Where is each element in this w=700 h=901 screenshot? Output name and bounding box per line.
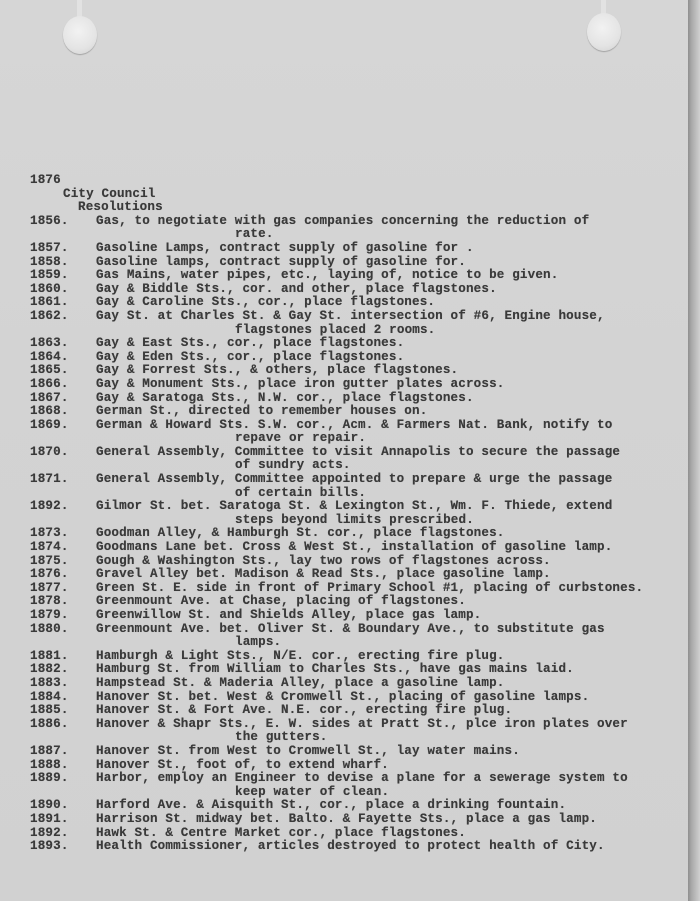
resolution-text: Gay & Eden Sts., cor., place flagstones. (96, 349, 405, 364)
resolution-number: 1887. (30, 743, 69, 758)
resolution-entry (30, 337, 680, 351)
resolution-text-continuation: of sundry acts. (235, 458, 351, 473)
resolution-number: 1888. (30, 757, 69, 772)
resolution-text: Hampstead St. & Maderia Alley, place a gasoline lamp. (96, 675, 505, 690)
resolution-number: 1877. (30, 580, 69, 595)
resolution-text-continuation: repave or repair. (235, 431, 367, 446)
resolution-entry (30, 623, 680, 637)
resolution-entry (30, 364, 680, 378)
resolution-number: 1880. (30, 621, 69, 636)
resolution-entry (30, 745, 680, 759)
resolution-text: Goodman Alley, & Hamburgh St. cor., place flagstones. (96, 526, 505, 541)
resolution-entry (30, 840, 680, 854)
resolution-number: 1892. (30, 499, 69, 514)
resolution-number: 1860. (30, 281, 69, 296)
header-section: City Council (63, 186, 156, 201)
resolution-text: Gas, to negotiate with gas companies concerning the reduction of (96, 213, 590, 228)
resolution-entry (30, 378, 680, 392)
resolution-entry (30, 242, 680, 256)
resolution-number: 1892. (30, 825, 69, 840)
resolution-text-continuation: the gutters. (235, 730, 328, 745)
resolution-entry (30, 677, 680, 691)
resolution-text: Greenmount Ave. at Chase, placing of flagstones. (96, 594, 466, 609)
resolution-text-continuation: keep water of clean. (235, 784, 390, 799)
resolution-text: Green St. E. side in front of Primary School #1, placing of curbstones. (96, 580, 644, 595)
resolution-text-continuation: flagstones placed 2 rooms. (235, 322, 436, 337)
resolution-number: 1891. (30, 811, 69, 826)
resolution-text: Greenmount Ave. bet. Oliver St. & Boundary Ave., to substitute gas (96, 621, 605, 636)
resolution-entry (30, 718, 680, 732)
resolution-entry (30, 650, 680, 664)
resolution-entry (30, 473, 680, 487)
resolution-entry (30, 582, 680, 596)
resolution-number: 1871. (30, 472, 69, 487)
resolution-entry (30, 663, 680, 677)
resolution-entry (30, 351, 680, 365)
resolution-number: 1889. (30, 771, 69, 786)
resolution-text: Hanover St., foot of, to extend wharf. (96, 757, 389, 772)
resolution-number: 1893. (30, 839, 69, 854)
resolution-number: 1885. (30, 703, 69, 718)
resolution-entry (30, 269, 680, 283)
resolution-text: Hanover St. from West to Cromwell St., lay water mains. (96, 743, 520, 758)
resolution-number: 1863. (30, 336, 69, 351)
resolution-text: Hanover St. bet. West & Cromwell St., placing of gasoline lamps. (96, 689, 590, 704)
resolution-entry (30, 405, 680, 419)
resolution-text: General Assembly, Committee to visit Annapolis to secure the passage (96, 444, 621, 459)
resolution-number: 1869. (30, 417, 69, 432)
resolution-number: 1874. (30, 540, 69, 555)
typed-document (30, 174, 680, 854)
resolution-number: 1881. (30, 648, 69, 663)
resolution-text: Gay & Saratoga Sts., N.W. cor., place flagstones. (96, 390, 474, 405)
resolution-text: Harrison St. midway bet. Balto. & Fayette Sts., place a gas lamp. (96, 811, 597, 826)
resolution-text: Gravel Alley bet. Madison & Read Sts., place gasoline lamp. (96, 567, 551, 582)
resolution-list (30, 215, 680, 854)
resolution-number: 1870. (30, 444, 69, 459)
resolution-entry (30, 283, 680, 297)
resolution-entry (30, 527, 680, 541)
resolution-entry (30, 296, 680, 310)
resolution-text: Harbor, employ an Engineer to devise a plane for a sewerage system to (96, 771, 628, 786)
resolution-number: 1862. (30, 308, 69, 323)
resolution-number: 1884. (30, 689, 69, 704)
resolution-number: 1882. (30, 662, 69, 677)
resolution-text: Gilmor St. bet. Saratoga St. & Lexington St., Wm. F. Thiede, extend (96, 499, 613, 514)
resolution-entry (30, 568, 680, 582)
resolution-entry (30, 595, 680, 609)
resolution-number: 1890. (30, 798, 69, 813)
resolution-number: 1865. (30, 363, 69, 378)
resolution-text-continuation: steps beyond limits prescribed. (235, 512, 474, 527)
resolution-text: German & Howard Sts. S.W. cor., Acm. & Farmers Nat. Bank, notify to (96, 417, 613, 432)
resolution-text: Harford Ave. & Aisquith St., cor., place a drinking fountain. (96, 798, 567, 813)
resolution-entry (30, 392, 680, 406)
resolution-number: 1878. (30, 594, 69, 609)
binder-hole-left (63, 16, 97, 54)
resolution-entry (30, 310, 680, 324)
resolution-number: 1883. (30, 675, 69, 690)
resolution-text: Hawk St. & Centre Market cor., place flagstones. (96, 825, 466, 840)
resolution-text: Gay & Caroline Sts., cor., place flagstones. (96, 295, 436, 310)
resolution-text: German St., directed to remember houses on. (96, 404, 428, 419)
resolution-number: 1866. (30, 376, 69, 391)
resolution-entry (30, 446, 680, 460)
resolution-text: Gay & Forrest Sts., & others, place flagstones. (96, 363, 459, 378)
resolution-text: Hanover St. & Fort Ave. N.E. cor., erecting fire plug. (96, 703, 513, 718)
header-year: 1876 (30, 173, 61, 187)
resolution-number: 1856. (30, 213, 69, 228)
resolution-number: 1867. (30, 390, 69, 405)
resolution-number: 1879. (30, 608, 69, 622)
resolution-number: 1886. (30, 716, 69, 731)
resolution-number: 1859. (30, 268, 69, 283)
resolution-text: Health Commissioner, articles destroyed to protect health of City. (96, 839, 605, 854)
resolution-entry (30, 691, 680, 705)
resolution-text: Gas Mains, water pipes, etc., laying of, notice to be given. (96, 268, 559, 283)
resolution-entry (30, 704, 680, 718)
resolution-text: General Assembly, Committee appointed to prepare & urge the passage (96, 472, 613, 487)
resolution-text: Hamburgh & Light Sts., N/E. cor., erecting fire plug. (96, 648, 505, 663)
resolution-text: Greenwillow St. and Shields Alley, place gas lamp. (96, 608, 482, 622)
resolution-number: 1861. (30, 295, 69, 310)
resolution-text: Gough & Washington Sts., lay two rows of flagstones across. (96, 553, 551, 568)
resolution-text: Goodmans Lane bet. Cross & West St., installation of gasoline lamp. (96, 540, 613, 555)
resolution-entry (30, 500, 680, 514)
resolution-text: Hamburg St. from William to Charles Sts., have gas mains laid. (96, 662, 574, 677)
resolution-entry (30, 215, 680, 229)
resolution-entry (30, 609, 680, 623)
resolution-text-continuation: lamps. (235, 635, 282, 650)
resolution-entry (30, 555, 680, 569)
resolution-entry (30, 541, 680, 555)
resolution-text-continuation: rate. (235, 227, 274, 242)
resolution-number: 1876. (30, 567, 69, 582)
resolution-text: Hanover & Shapr Sts., E. W. sides at Pratt St., plce iron plates over (96, 716, 628, 731)
resolution-text: Gasoline lamps, contract supply of gasoline for. (96, 254, 466, 269)
resolution-entry (30, 827, 680, 841)
resolution-text-continuation: of certain bills. (235, 485, 367, 500)
resolution-entry (30, 759, 680, 773)
binder-hole-right (587, 13, 621, 51)
resolution-text: Gay & Monument Sts., place iron gutter plates across. (96, 376, 505, 391)
resolution-text: Gay & Biddle Sts., cor. and other, place flagstones. (96, 281, 497, 296)
resolution-number: 1858. (30, 254, 69, 269)
resolution-number: 1868. (30, 404, 69, 419)
page-edge-shadow (688, 0, 700, 901)
resolution-number: 1873. (30, 526, 69, 541)
resolution-entry (30, 772, 680, 786)
resolution-entry (30, 256, 680, 270)
resolution-entry (30, 419, 680, 433)
resolution-entry (30, 813, 680, 827)
resolution-number: 1875. (30, 553, 69, 568)
resolution-number: 1857. (30, 240, 69, 255)
resolution-text: Gasoline Lamps, contract supply of gasoline for . (96, 240, 474, 255)
header-subsection: Resolutions (78, 200, 163, 215)
resolution-text: Gay & East Sts., cor., place flagstones. (96, 336, 405, 351)
resolution-number: 1864. (30, 349, 69, 364)
resolution-entry (30, 799, 680, 813)
resolution-text: Gay St. at Charles St. & Gay St. intersection of #6, Engine house, (96, 308, 605, 323)
